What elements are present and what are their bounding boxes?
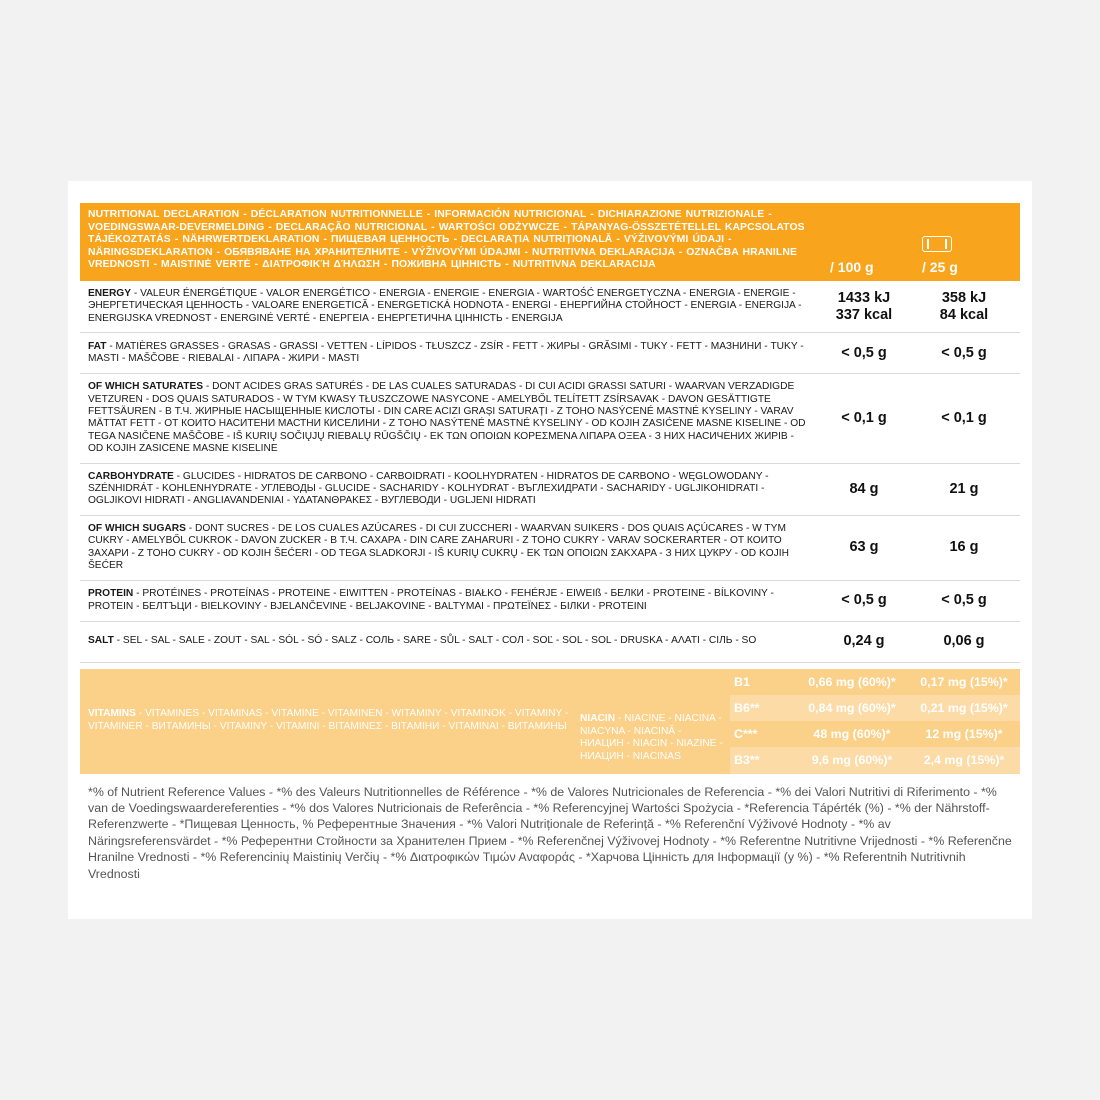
nutrient-value-serving: < 0,5 g: [941, 592, 987, 608]
nutrition-label-card: [68, 181, 1032, 919]
vitamin-name: B3**: [734, 753, 760, 768]
vitamins-label-translations: - VITAMINES - VITAMINAS - VITAMINE - VITAMINEN - WITAMINY - VITAMINOK - VITAMINY - VITAMINER - ВИТАМИНЫ - VITAMINY - VITAMINI - ΒΙΤΑΜΙΝΕΣ - ВІТАМІНИ - VITAMINAI - ВИТАМИНЫ: [88, 708, 569, 732]
nutrient-name-translations: - PROTÉINES - PROTEÍNAS - PROTEINE - EIWITTEN - PROTEÍNAS - BIAŁKO - FEHÉRJE - EIWEIß - БЕЛКИ - PROTEINE - BÍLKOVINY - PROTEIN - БЕЛТЪЦИ - BIELKOVINY - BJELANČEVINE - BELJAKOVINE - BALTYMAI - ΠΡΩΤΕΪΝΕΣ - БІЛКИ - PROTEINI: [88, 588, 774, 612]
energy-bar-icon: [922, 236, 952, 252]
table-row: [80, 622, 1020, 663]
nutrient-name: OF WHICH SATURATES: [88, 381, 204, 393]
header-column-per-100g: [820, 203, 908, 281]
nutrient-name-translations: - SEL - SAL - SALE - ZOUT - SAL - SÓL - SÓ - SALZ - СОЛЬ - SARE - SŮL - SALT - СОЛ - SOĽ - SOL - SOL - DRUSKA - ΑΛΑΤΙ - СІЛЬ - SO: [113, 635, 757, 647]
nutrient-name: SALT: [88, 635, 114, 647]
table-row: [80, 464, 1020, 516]
header-col2-label: / 25 g: [922, 259, 958, 275]
nutrient-name-translations: - MATIÈRES GRASSES - GRASAS - GRASSI - VETTEN - LÍPIDOS - TŁUSZCZ - ZSÍR - FETT - ЖИРЫ - GRĂSIMI - TUKY - FETT - МАЗНИНИ - TUKY - MASTI - MAŠČOBE - RIEBALAI - ΛΙΠΑΡΑ - ЖИРИ - MASTI: [88, 340, 804, 365]
nutrient-name: ENERGY: [88, 288, 132, 299]
nutrient-value-100g: 84 g: [849, 480, 879, 497]
nutrient-name: CARBOHYDRATE: [88, 470, 174, 482]
nutrient-name: PROTEIN: [88, 588, 134, 600]
vitamin-value-100g: 0,84 mg (60%)*: [808, 700, 896, 715]
nutrient-name-translations: - DONT ACIDES GRAS SATURÉS - DE LAS CUALES SATURADAS - DI CUI ACIDI GRASSI SATURI - WAARVAN VERZADIGDE VETZUREN - DOS QUAIS SATURADOS - W TYM KWASY TŁUSZCZOWE NASYCONE - AMELYBŐL TELÍTETT ZSÍRSAVAK - DAVON GESÄTTIGTE FETTSÄUREN - В Т.Ч. ЖИРНЫЕ НАСЫЩЕННЫЕ КИСЛОТЫ - DIN CARE ACIZI GRAȘI SATURAȚI - Z TOHO NASÝCENÉ MASTNÉ KYSELINY - VARAV MÄTTAT FETT - ОТ КОИТО НАСИТЕНИ МАСТНИ КИСЕЛИНИ - Z TOHO NASÝTENÉ MASTNÉ KYSELINY - OD KOJIH ZASIĆENE MASNE KISELINE - OD TEGA NASIČENE MAŠČOBE - IŠ KURIŲ SOČIŲJŲ RIEBALŲ RŪGŠČIŲ - ΕΚ ΤΩΝ ΟΠΟΙΩΝ ΚΟΡΕΣΜΕΝΑ ΛΙΠΑΡΑ ΟΞΕΑ - З НИХ НАСИЧЕНИХ ЖИРІВ - OD KOJIH ZASICENE MASNE KISELINE: [88, 381, 806, 455]
header-col1-label: / 100 g: [830, 259, 874, 275]
vitamin-row: [730, 695, 1020, 721]
nutrient-value-100g: < 0,1 g: [841, 409, 887, 426]
vitamin-value-serving: 0,21 mg (15%)*: [920, 700, 1008, 715]
nutrient-value-serving: [908, 290, 1020, 324]
nutrient-names: [80, 628, 820, 654]
nutrient-value-serving: 16 g: [949, 539, 979, 556]
nutrient-value-serving: < 0,1 g: [941, 409, 987, 426]
vitamins-values-table: [730, 669, 1020, 774]
table-row: [80, 281, 1020, 333]
nutrient-value-100g: 63 g: [849, 539, 879, 556]
header-languages-text: NUTRITIONAL DECLARATION - DÉCLARATION NUTRITIONNELLE - INFORMACIÓN NUTRICIONAL - DICHIARAZIONE NUTRIZIONALE - VOEDINGSWAAR-DEVERMELDING - DECLARAÇÃO NUTRICIONAL - WARTOŚCI ODŻYWCZE - TÁPANYAG-ÖSSZETÉTELLEL KAPCSOLATOS TÁJÉKOZTATÁS - NÄHRWERTDEKLARATION - ПИЩЕВАЯ ЦЕННОСТЬ - DECLARAȚIA NUTRIȚIONALĂ - VÝŽIVOVÝMI ÚDAJI - NÄRINGSDEKLARATION - ОБЯВЯВАНЕ НА ХРАНИТЕЛНИТЕ - VÝŽIVOVÝMI ÚDAJMI - NUTRITIVNA DEKLARACIJA - OZNAČBA HRANILNE VREDNOSTI - MAISTINĖ VERTĖ - ΔΙΑΤΡΟΦΙΚΉ ΔΉΛΩΣΗ - ПОЖИВНА ЦІННІСТЬ - NUTRITIVNA DEKLARACIJA: [88, 209, 805, 271]
table-row: [80, 581, 1020, 622]
nutrient-value-serving: 21 g: [949, 480, 979, 497]
table-header: [80, 203, 1020, 281]
energy-kj-100g: 1433 kJ: [837, 289, 891, 306]
nutrient-names: [80, 464, 820, 515]
vitamin-row: [730, 747, 1020, 773]
vitamin-value-100g: 9,6 mg (60%)*: [811, 753, 893, 768]
nutrient-name-translations: - GLUCIDES - HIDRATOS DE CARBONO - CARBOIDRATI - KOOLHYDRATEN - HIDRATOS DE CARBONO - WĘGLOWODANY - SZÉNHIDRÁT - KOHLENHYDRATE - УГЛЕВОДЫ - GLUCIDE - SACHARIDY - KOLHYDRAT - ВЪГЛЕХИДРАТИ - SACHARIDY - UGLJIKOHIDRATI - OGLJIKOVI HIDRATI - ANGLIAVANDENIAI - ΥΔΑΤΑΝΘΡΑΚΕΣ - ВУГЛЕВОДИ - UGLJENI HIDRATI: [88, 470, 769, 507]
nutrient-value-100g: < 0,5 g: [841, 344, 887, 361]
vitamin-name: B6**: [734, 700, 760, 715]
energy-kcal-100g: 337 kcal: [835, 306, 893, 323]
niacin-label-block: [580, 669, 730, 774]
table-row: [80, 333, 1020, 374]
header-column-per-serving: [908, 203, 1020, 281]
energy-kj-serving: 358 kJ: [941, 289, 987, 306]
nutrient-name: OF WHICH SUGARS: [88, 522, 186, 534]
vitamin-name: C***: [734, 727, 758, 742]
nutrient-value-serving: 0,06 g: [943, 633, 985, 649]
vitamin-value-serving: 0,17 mg (15%)*: [920, 674, 1008, 689]
nutrient-name-translations: - DONT SUCRES - DE LOS CUALES AZÚCARES - DI CUI ZUCCHERI - WAARVAN SUIKERS - DOS QUAIS AÇÚCARES - W TYM CUKRY - AMELYBŐL CUKROK - DAVON ZUCKER - В Т.Ч. САХАРА - DIN CARE ZAHARURI - Z TOHO CUKRY - VARAV SOCKERARTER - ОТ КОИТО ЗАХАРИ - Z TOHO CUKRY - OD KOJIH ŠEĆERI - OD TEGA SLADKORJI - IŠ KURIŲ CUKRŲ - ΕΚ ΤΩΝ ΟΠΟΙΩΝ ΣΑΚΧΑΡΑ - З НИХ ЦУКРУ - OD KOJIH ŠEĆER: [88, 522, 789, 572]
niacin-label-translations: - NIACINE - NIACINA - NIACYNA - NIACINĂ - НИАЦИН - NIACIN - NIAZINE - НИАЦИН - NIACINAS: [580, 713, 723, 762]
footnote-text: *% of Nutrient Reference Values - *% des Valeurs Nutritionnelles de Référence - *% de Valores Nutricionales de Referencia - *% dei Valori Nutritivi di Riferimento - *% van de Voedingswaardereferenties - *% dos Valores Nutricionais de Referência - *% Referencyjnej Wartości Spożycia - *Referencia Tápérték (%) - *% der Nährstoff-Referenzwerte - *Пищевая Ценность, % Референтные Значения - *% Valori Nutriționale de Referință - *% Referenční Výživové Hodnoty - *% av Näringsreferensvärdet - *% Референтни Стойности за Хранителен Прием - *% Referenčnej Výživovej Hodnoty - *% Referentne Nutritivne Vrijednosti - *% Referenčne Hranilne Vrednosti - *% Referencinių Maistinių Verčių - *% Διατροφικών Τιμών Αναφοράς - *Харчова Цінність для Інформації (у %) - *% Referentnih Nutritivnih Vrednosti: [88, 784, 1012, 881]
nutrient-names: [80, 516, 820, 580]
vitamins-section: [80, 669, 1020, 774]
vitamin-value-100g: 0,66 mg (60%)*: [808, 674, 896, 689]
vitamin-row: [730, 721, 1020, 747]
nutrient-names: [80, 581, 820, 620]
nutrient-name: FAT: [88, 340, 107, 352]
vitamin-name: B1: [734, 674, 750, 689]
nutrition-table: [80, 203, 1020, 882]
nutrient-value-100g: 0,24 g: [843, 633, 885, 649]
vitamins-label-block: [80, 669, 580, 774]
nutrient-name-translations: - VALEUR ÉNERGÉTIQUE - VALOR ENERGÉTICO - ENERGIA - ENERGIE - ENERGIA - WARTOŚĆ ENERGETYCZNA - ENERGIA - ENERGIE - ЭНЕРГЕТИЧЕСКАЯ ЦЕННОСТЬ - VALOARE ENERGETICĂ - ENERGETICKÁ HODNOTA - ENERGI - ЕНЕРГИЙНА СТОЙНОСТ - ENERGIA - ENERGIJA - ENERGIJSKA VREDNOST - ENERGINÉ VERTÉ - ΕΝΕΡΓΕΙΑ - ЕНЕРГЕТИЧНА ЦІННІСТЬ - ENERGIJA: [88, 288, 802, 324]
nutrient-names: [80, 281, 820, 332]
vitamin-row: [730, 669, 1020, 695]
nutrient-names: [80, 334, 820, 373]
nutrient-value-serving: < 0,5 g: [941, 344, 987, 361]
nutrient-value-100g: < 0,5 g: [841, 592, 887, 608]
table-row: [80, 516, 1020, 581]
nutrient-value-100g: [820, 290, 908, 324]
vitamin-value-serving: 2,4 mg (15%)*: [923, 753, 1005, 768]
vitamin-value-serving: 12 mg (15%)*: [925, 727, 1003, 742]
energy-kcal-serving: 84 kcal: [939, 306, 989, 323]
table-row: [80, 374, 1020, 463]
niacin-label: NIACIN: [580, 713, 616, 725]
vitamins-label: VITAMINS: [88, 708, 136, 720]
nutrient-names: [80, 374, 820, 462]
vitamin-value-100g: 48 mg (60%)*: [813, 727, 891, 742]
